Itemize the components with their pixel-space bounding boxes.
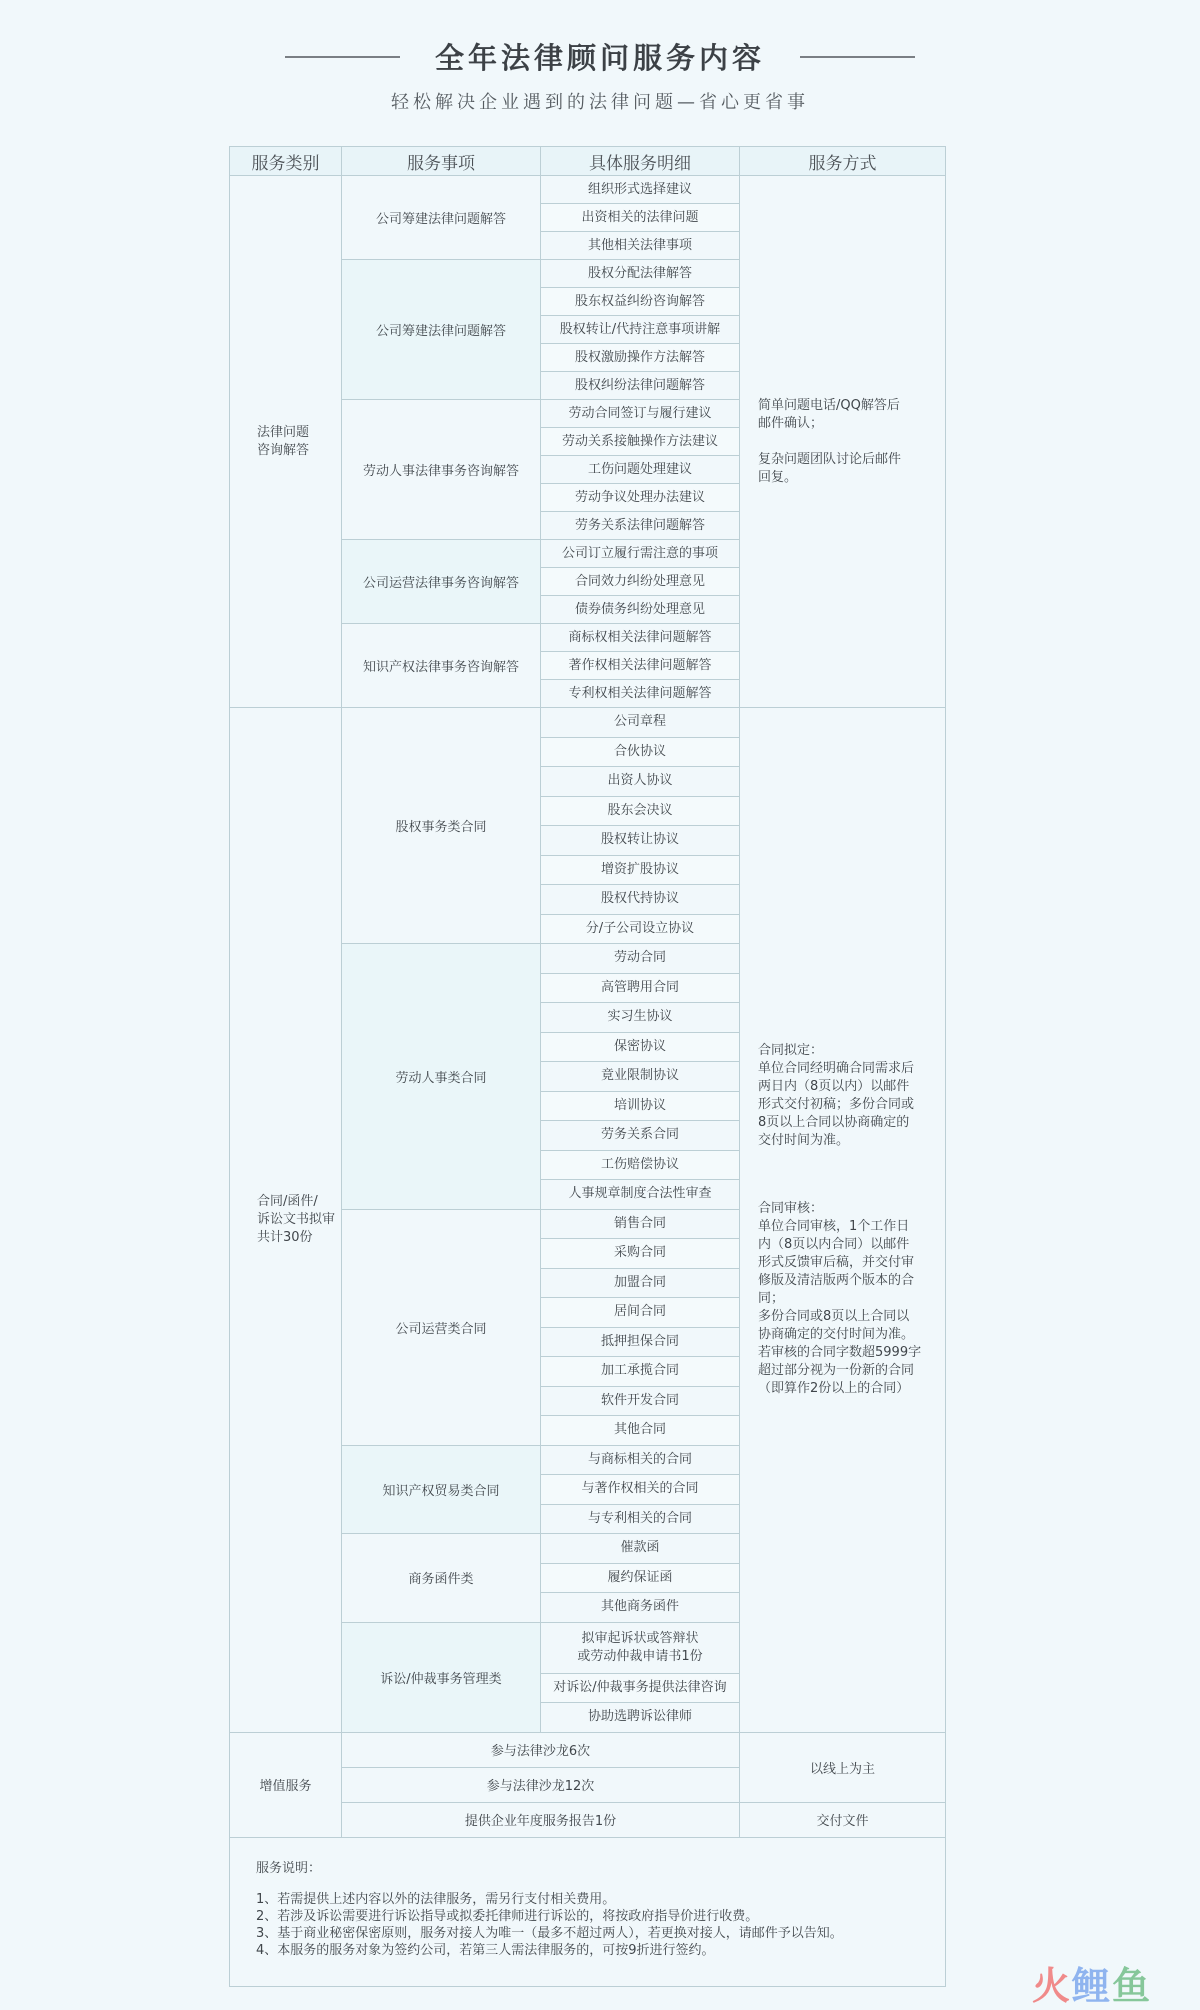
service-detail: 劳动争议处理办法建议 xyxy=(541,484,740,512)
service-detail: 劳务关系合同 xyxy=(541,1121,740,1151)
column-header-method: 服务方式 xyxy=(740,147,946,176)
service-detail: 公司订立履行需注意的事项 xyxy=(541,540,740,568)
service-detail: 公司章程 xyxy=(541,708,740,738)
service-detail: 居间合同 xyxy=(541,1298,740,1328)
notes-item: 4、本服务的服务对象为签约公司，若第三人需法律服务的，可按9折进行签约。 xyxy=(256,1942,715,1958)
service-detail: 实习生协议 xyxy=(541,1003,740,1033)
page-subtitle: 轻松解决企业遇到的法律问题—省心更省事 xyxy=(391,92,809,113)
service-detail: 股权转让/代持注意事项讲解 xyxy=(541,316,740,344)
service-detail: 与著作权相关的合同 xyxy=(541,1475,740,1505)
title-right-rule xyxy=(800,56,915,58)
service-detail: 与商标相关的合同 xyxy=(541,1445,740,1475)
table-row xyxy=(230,176,946,204)
column-header-item: 服务事项 xyxy=(342,147,541,176)
service-group: 公司筹建法律问题解答 xyxy=(342,176,541,260)
service-category: 合同/函件/ 诉讼文书拟审 共计30份 xyxy=(230,708,342,1733)
service-detail: 履约保证函 xyxy=(541,1563,740,1593)
service-detail: 出资相关的法律问题 xyxy=(541,204,740,232)
service-table xyxy=(229,146,946,1987)
service-detail: 股东权益纠纷咨询解答 xyxy=(541,288,740,316)
notes-item: 2、若涉及诉讼需要进行诉讼指导或拟委托律师进行诉讼的，将按政府指导价进行收费。 xyxy=(256,1908,759,1924)
service-category: 增值服务 xyxy=(230,1732,342,1837)
service-group: 劳动人事法律事务咨询解答 xyxy=(342,400,541,540)
title-left-rule xyxy=(285,56,400,58)
notes-item: 1、若需提供上述内容以外的法律服务，需另行支付相关费用。 xyxy=(256,1891,616,1907)
service-detail: 工伤赔偿协议 xyxy=(541,1150,740,1180)
service-detail: 著作权相关法律问题解答 xyxy=(541,652,740,680)
service-method xyxy=(740,708,946,1733)
service-detail: 保密协议 xyxy=(541,1032,740,1062)
service-detail: 催款函 xyxy=(541,1534,740,1564)
service-detail: 协助选聘诉讼律师 xyxy=(541,1703,740,1733)
page-title: 全年法律顾问服务内容 xyxy=(434,41,765,75)
service-detail: 人事规章制度合法性审查 xyxy=(541,1180,740,1210)
service-group: 诉讼/仲裁事务管理类 xyxy=(342,1622,541,1732)
service-method: 以线上为主 xyxy=(740,1732,946,1802)
service-detail: 劳务关系法律问题解答 xyxy=(541,512,740,540)
service-detail: 合伙协议 xyxy=(541,737,740,767)
service-group: 公司运营类合同 xyxy=(342,1209,541,1445)
service-detail: 股权分配法律解答 xyxy=(541,260,740,288)
value-added-item: 提供企业年度服务报告1份 xyxy=(342,1802,740,1837)
service-detail: 增资扩股协议 xyxy=(541,855,740,885)
page-header xyxy=(0,36,1200,77)
watermark-logo: 火鲤鱼 xyxy=(1032,1964,1153,2008)
service-detail: 出资人协议 xyxy=(541,767,740,797)
service-detail: 工伤问题处理建议 xyxy=(541,456,740,484)
service-category: 法律问题 咨询解答 xyxy=(230,176,342,708)
service-detail: 加工承揽合同 xyxy=(541,1357,740,1387)
service-detail: 其他相关法律事项 xyxy=(541,232,740,260)
service-detail: 与专利相关的合同 xyxy=(541,1504,740,1534)
service-detail: 竟业限制协议 xyxy=(541,1062,740,1092)
table-row xyxy=(230,1732,946,1767)
service-detail: 销售合同 xyxy=(541,1209,740,1239)
service-detail: 股权纠纷法律问题解答 xyxy=(541,372,740,400)
service-detail: 高管聘用合同 xyxy=(541,973,740,1003)
service-detail: 商标权相关法律问题解答 xyxy=(541,624,740,652)
service-detail: 劳动合同签订与履行建议 xyxy=(541,400,740,428)
service-detail: 采购合同 xyxy=(541,1239,740,1269)
method-paragraph: 复杂问题团队讨论后邮件 回复。 xyxy=(758,451,902,485)
service-notes xyxy=(230,1837,946,1986)
column-header-detail: 具体服务明细 xyxy=(541,147,740,176)
service-detail: 分/子公司设立协议 xyxy=(541,914,740,944)
service-method xyxy=(740,176,946,708)
service-group: 股权事务类合同 xyxy=(342,708,541,944)
service-group: 劳动人事类合同 xyxy=(342,944,541,1210)
service-detail: 债券债务纠纷处理意见 xyxy=(541,596,740,624)
notes-title: 服务说明： xyxy=(256,1860,322,1876)
service-detail: 培训协议 xyxy=(541,1091,740,1121)
service-method: 交付文件 xyxy=(740,1802,946,1837)
service-detail: 股权激励操作方法解答 xyxy=(541,344,740,372)
service-detail: 对诉讼/仲裁事务提供法律咨询 xyxy=(541,1673,740,1703)
service-detail: 抵押担保合同 xyxy=(541,1327,740,1357)
service-group: 知识产权法律事务咨询解答 xyxy=(342,624,541,708)
service-group: 公司筹建法律问题解答 xyxy=(342,260,541,400)
service-detail: 组织形式选择建议 xyxy=(541,176,740,204)
service-detail: 其他合同 xyxy=(541,1416,740,1446)
service-detail: 股东会决议 xyxy=(541,796,740,826)
value-added-item: 参与法律沙龙6次 xyxy=(342,1732,740,1767)
service-detail: 股权转让协议 xyxy=(541,826,740,856)
service-detail: 合同效力纠纷处理意见 xyxy=(541,568,740,596)
service-group: 商务函件类 xyxy=(342,1534,541,1623)
service-detail: 劳动关系接触操作方法建议 xyxy=(541,428,740,456)
table-header-row xyxy=(230,147,946,176)
notes-item: 3、基于商业秘密保密原则，服务对接人为唯一（最多不超过两人），若更换对接人，请邮件予以告知。 xyxy=(256,1925,843,1941)
service-detail: 其他商务函件 xyxy=(541,1593,740,1623)
service-detail: 专利权相关法律问题解答 xyxy=(541,680,740,708)
method-paragraph: 合同拟定： 单位合同经明确合同需求后 两日内（8页以内）以邮件 形式交付初稿；多份合同或 8页以上合同以协商确定的 交付时间为准。 xyxy=(758,1042,915,1148)
column-header-category: 服务类别 xyxy=(230,147,342,176)
service-detail: 拟审起诉状或答辩状 或劳动仲裁申请书1份 xyxy=(541,1622,740,1673)
table-row xyxy=(230,708,946,738)
method-paragraph: 合同审核： 单位合同审核，1个工作日 内（8页以内合同）以邮件 形式反馈审后稿，并交付审 修版及清洁版两个版本的合 同； 多份合同或8页以上合同以 协商确定的交付时间为准。 若审核的合同字数超5999字 超过部分视为一份新的合同 （即算作2份以上的合同） xyxy=(758,1200,922,1396)
value-added-item: 参与法律沙龙12次 xyxy=(342,1767,740,1802)
service-group: 公司运营法律事务咨询解答 xyxy=(342,540,541,624)
method-paragraph: 简单问题电话/QQ解答后 邮件确认； xyxy=(758,397,900,431)
service-group: 知识产权贸易类合同 xyxy=(342,1445,541,1534)
service-detail: 股权代持协议 xyxy=(541,885,740,915)
service-detail: 加盟合同 xyxy=(541,1268,740,1298)
notes-row xyxy=(230,1837,946,1986)
service-detail: 劳动合同 xyxy=(541,944,740,974)
service-detail: 软件开发合同 xyxy=(541,1386,740,1416)
